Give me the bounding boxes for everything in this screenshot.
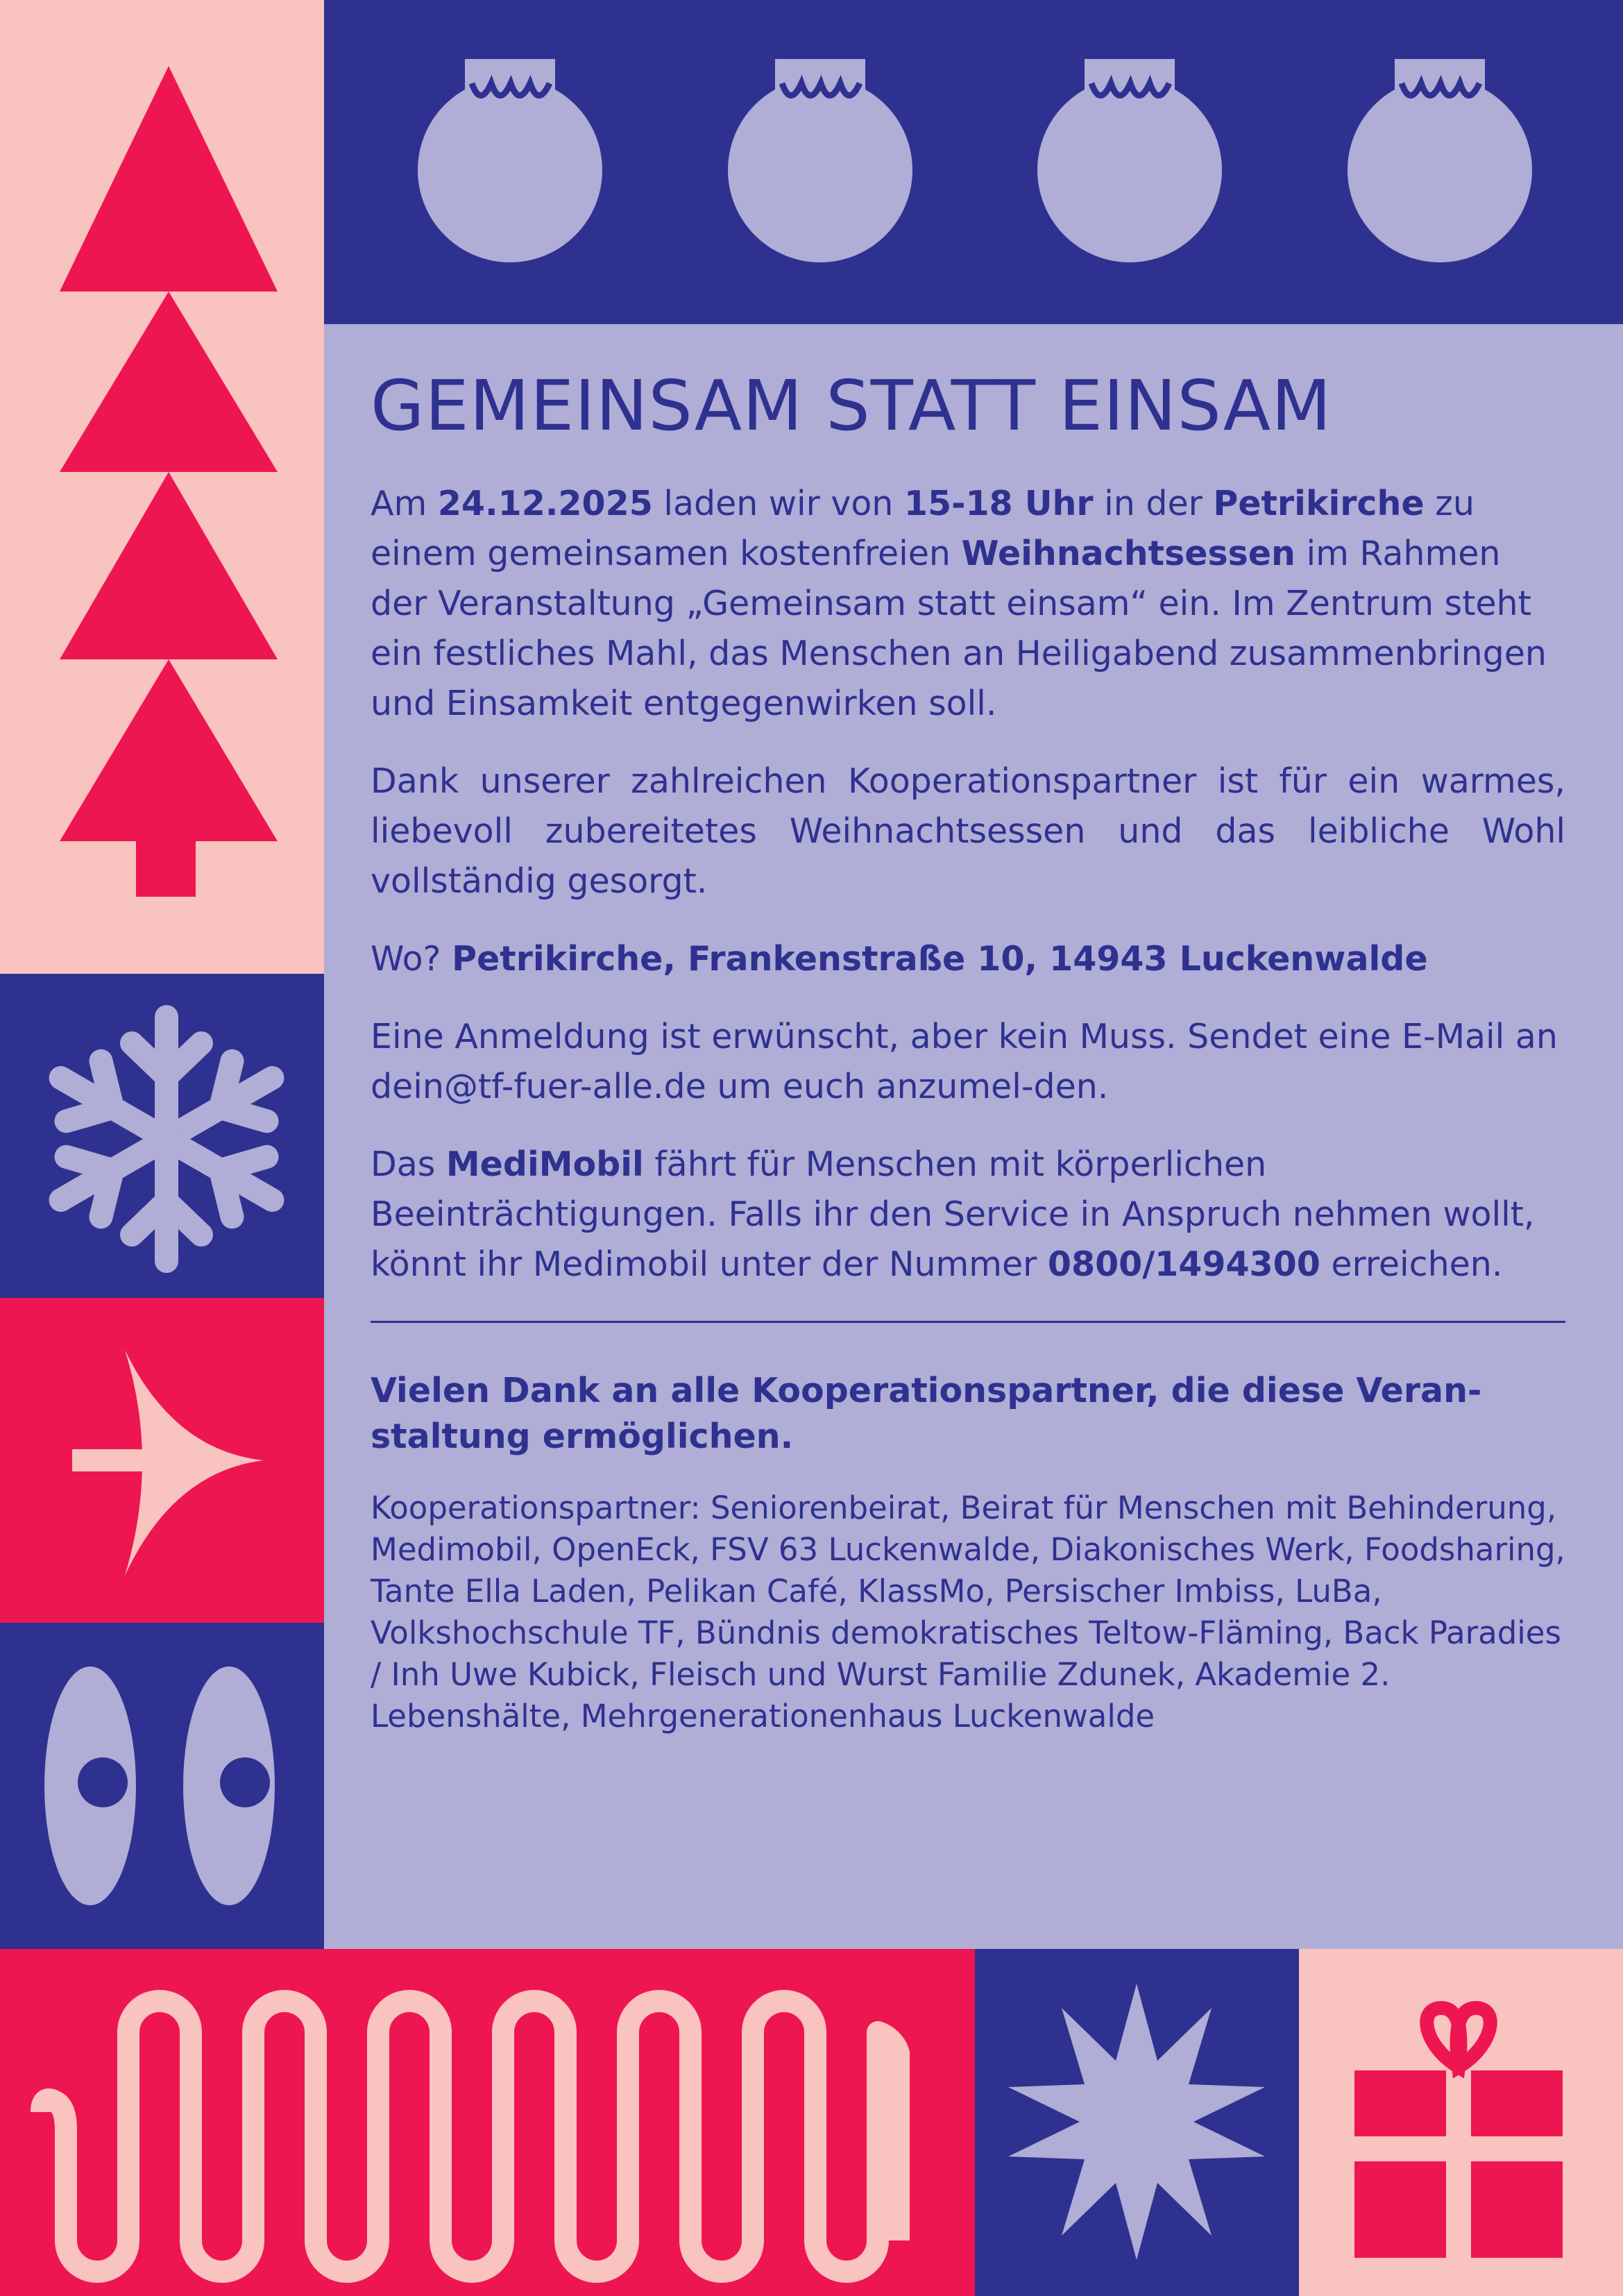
star-block — [975, 1949, 1299, 2296]
intro-text: zu einem gemeinsamen kostenfreien — [371, 484, 1475, 573]
ovals-block — [0, 1623, 324, 1949]
main-content — [371, 365, 1565, 1765]
ornaments-graphic — [324, 0, 1623, 324]
gift-icon — [1299, 1949, 1623, 2296]
snowflake-icon — [0, 974, 324, 1298]
event-meal: Weihnachtsessen — [961, 534, 1295, 573]
ornaments-band — [324, 0, 1623, 324]
registration-paragraph: Eine Anmeldung ist erwünscht, aber kein Muss. Sendet eine E-Mail an dein@tf-fuer-alle.de um euch anzumel-den. — [371, 1017, 1558, 1106]
location-paragraph — [371, 934, 1565, 984]
wave-icon — [0, 1949, 975, 2296]
intro-text: im Rahmen der Veranstaltung „Gemeinsam statt einsam“ ein. Im Zentrum steht ein festliches Mahl, das Menschen an Heiligabend zusammenbringen und Einsamkeit entgegenwirken soll. — [371, 534, 1547, 723]
star-icon — [975, 1949, 1299, 2296]
arrow-icon — [0, 1298, 324, 1623]
event-date: 24.12.2025 — [437, 484, 653, 523]
gift-block — [1299, 1949, 1623, 2296]
tree-icon — [0, 0, 324, 974]
arrow-block — [0, 1298, 324, 1623]
medimobil-text: Das — [371, 1145, 446, 1184]
thanks-heading: Vielen Dank an alle Kooperationspartner, die diese Veran-staltung ermöglichen. — [371, 1371, 1482, 1456]
divider — [371, 1321, 1565, 1323]
ornament-icon — [418, 59, 602, 262]
partners-meal-paragraph: Dank unserer zahlreichen Kooperationspartner ist für ein warmes, liebevoll zubereitetes Weihnachtsessen und das leibliche Wohl vollständig gesorgt. — [371, 761, 1565, 901]
ovals-icon — [0, 1623, 324, 1949]
ornament-icon — [728, 59, 912, 262]
intro-text: in der — [1093, 484, 1214, 523]
medimobil-text: erreichen. — [1320, 1244, 1503, 1284]
intro-text: Am — [371, 484, 438, 523]
medimobil-phone: 0800/1494300 — [1047, 1244, 1320, 1284]
event-place: Petrikirche — [1213, 484, 1425, 523]
ornament-icon — [1348, 59, 1532, 262]
intro-paragraph — [371, 479, 1565, 729]
event-time: 15-18 Uhr — [903, 484, 1094, 523]
partners-list: Kooperationspartner: Seniorenbeirat, Beirat für Menschen mit Behinderung, Medimobil, OpenEck, FSV 63 Luckenwalde, Diakonisches Werk, Foodsharing, Tante Ella Laden, Pelikan Café, KlassMo, Persischer Imbiss, LuBa, Volkshochschule TF, Bündnis demokratisches Teltow-Fläming, Back Paradies / Inh Uwe Kubick, Fleisch und Wurst Familie Zdunek, Akademie 2. Lebenshälte, Mehrgenerationenhaus Luckenwalde — [371, 1489, 1565, 1734]
page-title: GEMEINSAM STATT EINSAM — [371, 365, 1332, 446]
intro-text: laden wir von — [652, 484, 904, 523]
tree-block — [0, 0, 324, 974]
wave-block — [0, 1949, 975, 2296]
ornament-icon — [1037, 59, 1222, 262]
medimobil-text: fährt für Menschen mit körperlichen Beeinträchtigungen. Falls ihr den Service in Anspruch nehmen wollt, könnt ihr Medimobil unter der Nummer — [371, 1145, 1535, 1284]
location-address: Petrikirche, Frankenstraße 10, 14943 Luckenwalde — [452, 939, 1428, 979]
medimobil-name: MediMobil — [445, 1145, 644, 1184]
location-label: Wo? — [371, 939, 452, 979]
snowflake-block — [0, 974, 324, 1298]
medimobil-paragraph — [371, 1140, 1565, 1290]
